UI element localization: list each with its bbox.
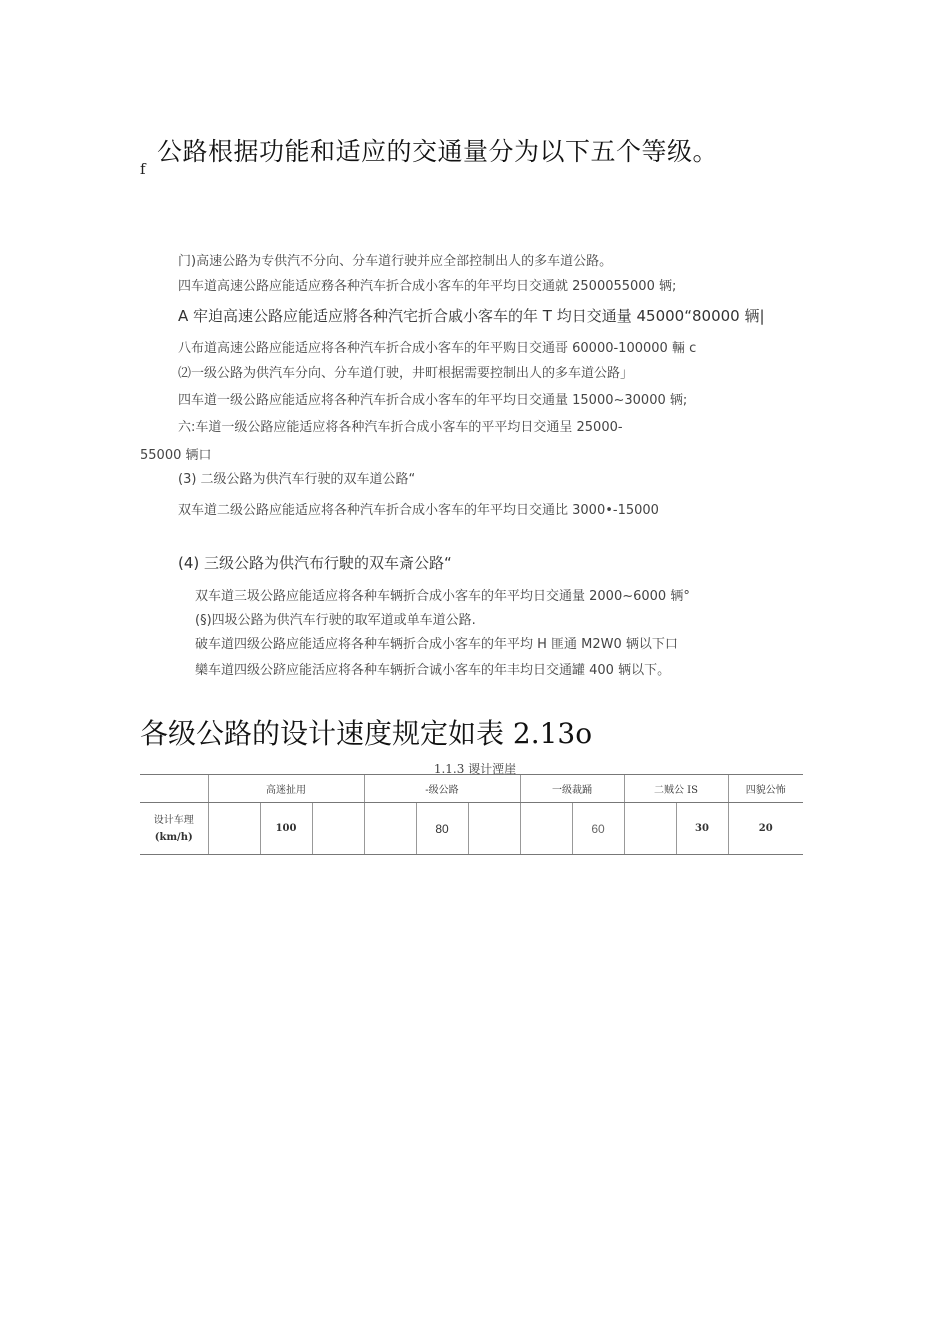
table-header-cell: 四貌公怖 bbox=[728, 775, 803, 803]
paragraph-line: 欒车道四级公跻应能活应将各种车辆折合诚小客车的年丰均日交通罐 400 辆以下。 bbox=[195, 663, 671, 678]
table-row bbox=[140, 803, 803, 855]
paragraph-line: 八布道高速公路应能适应将各种汽车折合成小客车的年平购日交通哥 60000-100000 輛 c bbox=[178, 341, 697, 356]
table-cell-empty bbox=[312, 803, 364, 855]
table-value-cell: 100 bbox=[260, 803, 312, 855]
table-header-cell: 高迷扯用 bbox=[208, 775, 364, 803]
paragraph-line: 双车道三圾公路应能适应将各种车辆折合成小客车的年平均日交通量 2000~6000 辆° bbox=[195, 589, 690, 604]
table-header-cell: -级公路 bbox=[364, 775, 520, 803]
table-value-cell: 20 bbox=[728, 803, 803, 855]
row-label-cell bbox=[140, 803, 208, 855]
paragraph-line: (4) 三级公路为供汽布行駛的双车斎公路“ bbox=[178, 554, 452, 572]
table-header-row bbox=[140, 775, 803, 803]
paragraph-line: A 牢迫高速公路应能适应將各种汽宅折合戚小客车的年 T 均日交通量 45000“80000 辆| bbox=[178, 307, 765, 325]
table-caption: 1.1.3 谡计湮崖 bbox=[433, 762, 517, 776]
design-speed-table bbox=[140, 774, 803, 855]
paragraph-line: 四车道高速公路应能适应務各种汽车折合成小客车的年平均日交通就 2500055000 辆; bbox=[178, 279, 677, 294]
margin-mark: f bbox=[140, 160, 146, 178]
paragraph-line: 门)高速公路为专供汽不分向、分车道行驶并应全部控制出人的多车道公路。 bbox=[178, 254, 613, 269]
row-label-text: 设计车理 bbox=[153, 814, 194, 826]
paragraph-line: 破车道四级公路应能适应将各种车辆折合成小客车的年平均 H 匪通 M2W0 辆以下口 bbox=[195, 637, 678, 652]
paragraph-line: ⑵一级公路为供汽车分向、分车道仃驶，井町根据需要控制出人的多车道公路」 bbox=[178, 366, 634, 381]
table-value-cell: 30 bbox=[676, 803, 728, 855]
table-cell-empty bbox=[208, 803, 260, 855]
paragraph-line: 双车道二级公路应能适应将各种汽车折合成小客车的年平均日交通比 3000•-15000 bbox=[178, 503, 659, 518]
table-value-cell: 80 bbox=[416, 803, 468, 855]
row-label-unit: (km/h) bbox=[154, 831, 193, 843]
section-heading-speed: 各级公路的设计速度规定如表 2.13o bbox=[140, 717, 593, 750]
table-cell-empty bbox=[520, 803, 572, 855]
paragraph-line: (§)四圾公路为供汽车行驶的取军道或单车道公路. bbox=[195, 613, 476, 628]
paragraph-line: 四车道一级公路应能适应将各种汽车折合成小客车的年平均日交通量 15000~30000 辆; bbox=[178, 393, 688, 408]
paragraph-line: 55000 辆口 bbox=[140, 448, 212, 463]
table-cell-empty bbox=[624, 803, 676, 855]
paragraph-line: 六:车道一级公路应能适应将各种汽车折合成小客车的平平均日交通呈 25000- bbox=[178, 420, 623, 435]
paragraph-line: (3) 二级公路为供汽车行驶的双车道公路“ bbox=[178, 472, 416, 487]
table-cell-empty bbox=[468, 803, 520, 855]
table-corner-cell bbox=[140, 775, 208, 803]
section-heading-grades: 公路根据功能和适应的交通量分为以下五个等级。 bbox=[157, 137, 719, 166]
table-header-cell: 一级裁踊 bbox=[520, 775, 624, 803]
table-value-cell: 60 bbox=[572, 803, 624, 855]
table-header-cell: 二贼公 IS bbox=[624, 775, 728, 803]
table-cell-empty bbox=[364, 803, 416, 855]
